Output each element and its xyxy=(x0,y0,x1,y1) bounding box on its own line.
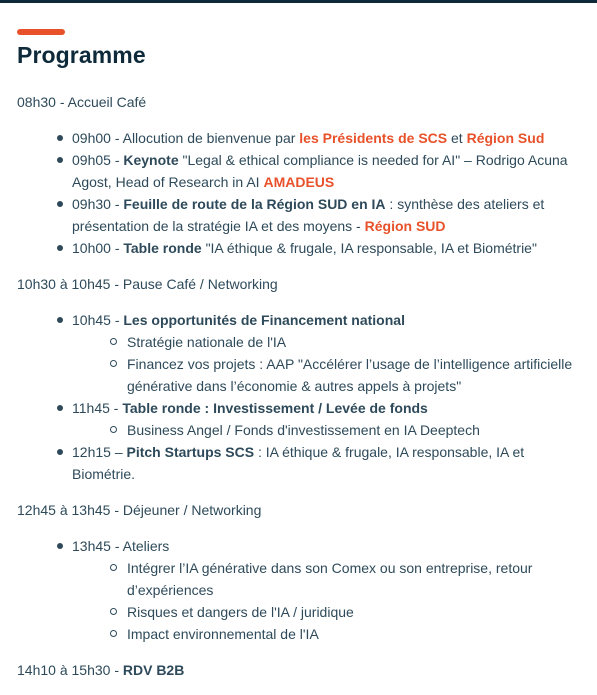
sub-list-item: Financez vos projets : AAP "Accélérer l’usage de l’intelligence artificielle générative dans l’économie & autres appels à projets" xyxy=(72,353,587,397)
section-time: 08h30 - Accueil Café xyxy=(17,94,147,110)
sub-list-item: Risques et dangers de l'IA / juridique xyxy=(72,601,587,623)
title-accent-bar xyxy=(17,29,65,35)
section-time: 12h45 à 13h45 - Déjeuner / Networking xyxy=(17,502,262,518)
list-item: 10h45 - Les opportunités de Financement national Stratégie nationale de l'IA Financez vos projets : AAP "Accélérer l’usage de l’intelligence artificielle générative dans l’économie & autres appels à projets" xyxy=(17,309,587,397)
sub-list-item: Business Angel / Fonds d'investissement en IA Deeptech xyxy=(72,419,587,441)
list-item: 09h30 - Feuille de route de la Région SUD en IA : synthèse des ateliers et présentation de la stratégie IA et des moyens - Région SUD xyxy=(17,193,587,237)
sub-list xyxy=(72,419,587,441)
agenda-list xyxy=(17,309,587,485)
list-item: 09h05 - Keynote "Legal & ethical compliance is needed for AI" – Rodrigo Acuna Agost, Head of Research in AI AMADEUS xyxy=(17,149,587,193)
sub-list xyxy=(72,331,587,397)
top-border xyxy=(0,0,597,3)
list-item: 11h45 - Table ronde : Investissement / Levée de fonds Business Angel / Fonds d'investissement en IA Deeptech xyxy=(17,397,587,441)
list-item: 09h00 - Allocution de bienvenue par les Présidents de SCS et Région Sud xyxy=(17,127,587,149)
programme-content xyxy=(17,91,587,695)
agenda-list xyxy=(17,535,587,645)
page-title: Programme xyxy=(17,42,146,68)
section-time: 14h10 à 15h30 - RDV B2B xyxy=(17,662,185,678)
list-item: 12h15 – Pitch Startups SCS : IA éthique & frugale, IA responsable, IA et Biométrie. xyxy=(17,441,587,485)
sub-list-item: Impact environnemental de l'IA xyxy=(72,623,587,645)
sub-list-item: Intégrer l’IA générative dans son Comex ou son entreprise, retour d’expériences xyxy=(72,557,587,601)
agenda-list xyxy=(17,127,587,259)
list-item: 13h45 - Ateliers Intégrer l’IA générative dans son Comex ou son entreprise, retour d’expériences Risques et dangers de l'IA / juridique Impact environnemental de l'IA xyxy=(17,535,587,645)
sub-list-item: Stratégie nationale de l'IA xyxy=(72,331,587,353)
sub-list xyxy=(72,557,587,645)
list-item: 10h00 - Table ronde "IA éthique & frugale, IA responsable, IA et Biométrie" xyxy=(17,237,587,259)
section-time: 10h30 à 10h45 - Pause Café / Networking xyxy=(17,276,278,292)
